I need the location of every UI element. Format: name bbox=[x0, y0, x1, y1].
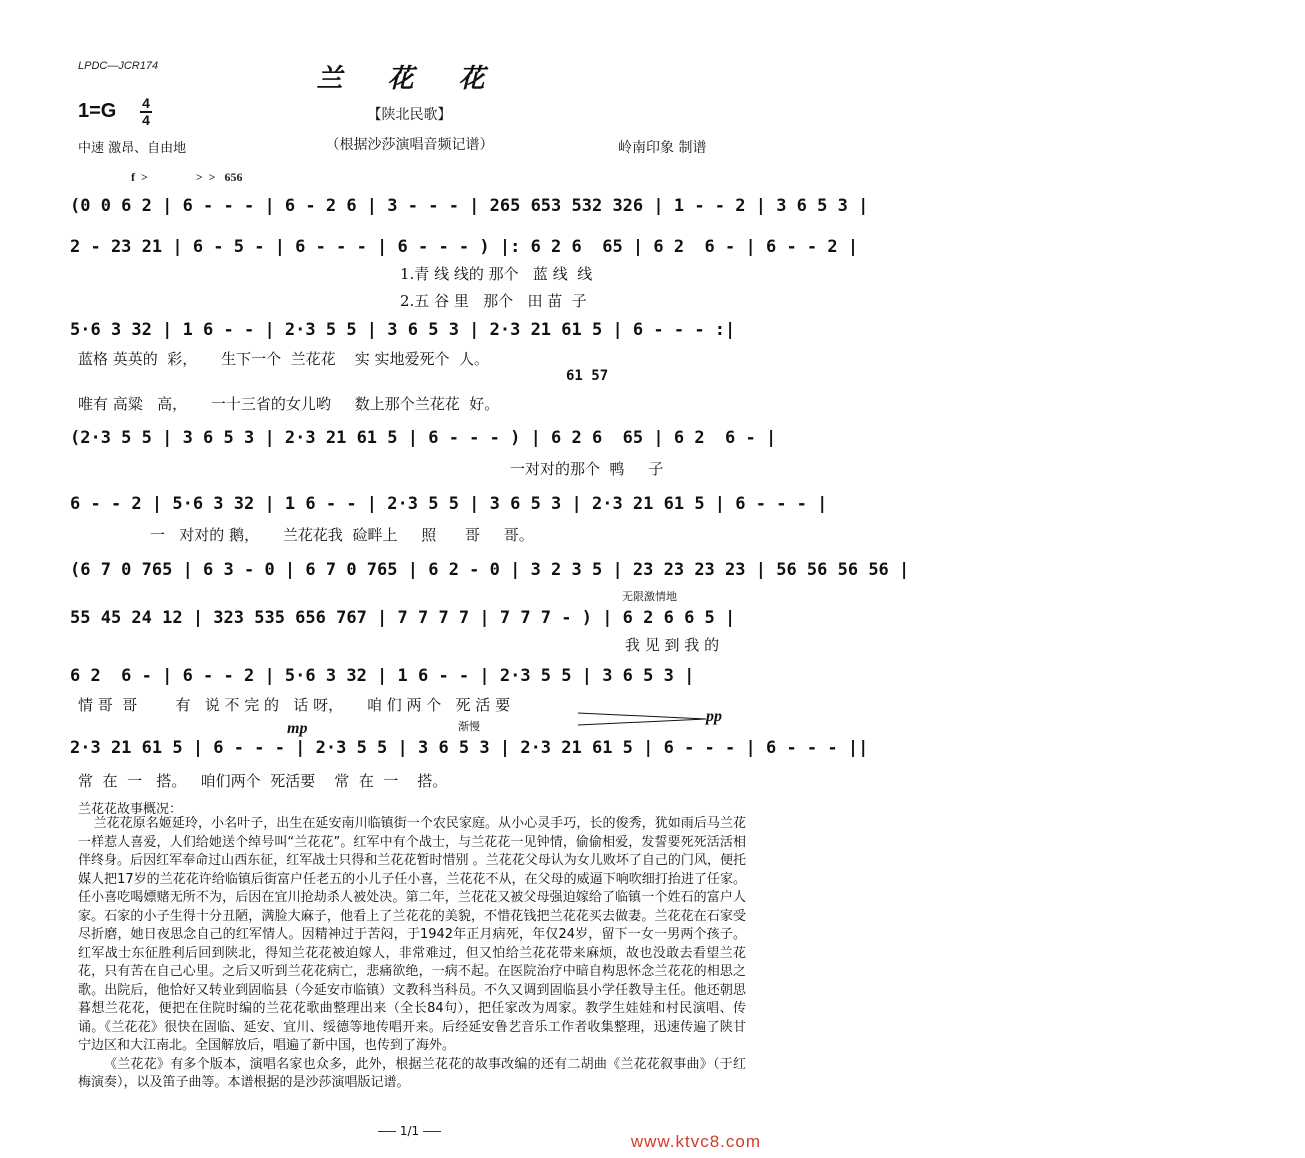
score-line-5: 6 - - 2 | 5·6 3 32 | 1 6 - - | 2·3 5 5 | 3 6 5 3 | 2·3 21 61 5 | 6 - - - | bbox=[70, 494, 828, 514]
lyric-line-3b: 唯有 高粱 高， 一十三省的女儿哟 数上那个兰花花 好。 bbox=[78, 395, 500, 413]
arranger-credit: 岭南印象 制谱 bbox=[618, 140, 707, 156]
story-heading: 兰花花故事概况： bbox=[78, 802, 183, 817]
dynamic-marks-line1: f > > > 656 bbox=[125, 170, 243, 184]
song-origin: 【陕北民歌】 bbox=[367, 107, 452, 123]
song-title: 兰 花 花 bbox=[316, 64, 503, 94]
decrescendo-hairpin bbox=[578, 710, 708, 730]
score-line-4: (2·3 5 5 | 3 6 5 3 | 2·3 21 61 5 | 6 - - - ) | 6 2 6 65 | 6 2 6 - | bbox=[70, 428, 777, 448]
lyric-verse1-start: 1.青 线 线的 那个 蓝 线 线 bbox=[400, 265, 593, 283]
tempo-marking: 中速 激昂、自由地 bbox=[78, 141, 187, 156]
score-line-8: 6 2 6 - | 6 - - 2 | 5·6 3 32 | 1 6 - - | 2·3 5 5 | 3 6 5 3 | bbox=[70, 666, 695, 686]
transcription-source: （根据沙莎演唱音频记谱） bbox=[325, 137, 494, 153]
score-line-9: 2·3 21 61 5 | 6 - - - | 2·3 5 5 | 3 6 5 3 | 2·3 21 61 5 | 6 - - - | 6 - - - || bbox=[70, 738, 869, 758]
lyric-line-5: 一 对对的 鹅， 兰花花我 硷畔上 照 哥 哥。 bbox=[150, 526, 534, 544]
dynamic-mp: mp bbox=[287, 720, 308, 737]
lyric-line-7: 我 见 到 我 的 bbox=[625, 636, 720, 654]
tempo-change-mark: 渐慢 bbox=[458, 720, 480, 733]
time-denominator: 4 bbox=[142, 112, 150, 128]
lyric-line-9: 常 在 一 搭。 咱们两个 死活要 常 在 一 搭。 bbox=[78, 772, 448, 790]
lyric-verse2-start: 2.五 谷 里 那个 田 苗 子 bbox=[400, 292, 587, 310]
story-paragraph-1: 兰花花原名姬延玲，小名叶子，出生在延安南川临镇街一个农民家庭。从小心灵手巧，长的俊秀，犹如雨后马兰花一样惹人喜爱，人们给她送个绰号叫“兰花花”。红军中有个战士，与兰花花一见钟情，偷偷相爱，发誓要死死活活相伴终身。后因红军奉命过山西东征，红军战士只得和兰花花暂时惜别 。兰花花父母认为女儿败坏了自己的门风，便托媒人把17岁的兰花花许给临镇后街富户任老五的小儿子任小喜，兰花花不从，在父母的威逼下响吹细打抬进了任家。任小喜吃喝嫖赌无所不为，后因在宜川抢劫杀人被处决。第二年，兰花花又被父母强迫嫁给了临镇一个姓石的富户人家。石家的小子生得十分丑陋，满脸大麻子，他看上了兰花花的美貌，不惜花钱把兰花花买去做妻。兰花花在石家受尽折磨，她日夜思念自己的红军情人。因精神过于苦闷，于1942年正月病死，年仅24岁，留下一女一男两个孩子。红军战士东征胜利后回到陕北，得知兰花花被迫嫁人，非常难过，但又怕给兰花花带来麻烦，故也没敢去看望兰花花，只有苦在自己心里。之后又听到兰花花病亡，悲痛欲绝，一病不起。在医院治疗中暗自构思怀念兰花花的相思之歌。出院后，他恰好又转业到固临县（今延安市临镇）文教科当科员。不久又调到固临县小学任教导主任。他还朝思暮想兰花花，便把在住院时编的兰花花歌曲整理出来（全长84句），把任家改为周家。教学生娃娃和村民演唱、传诵。《兰花花》很快在固临、延安、宜川、绥德等地传唱开来。后经延安鲁艺音乐工作者收集整理，迅速传遍了陕甘宁边区和大江南北。全国解放后，唱遍了新中国，也传到了海外。 bbox=[78, 816, 746, 1053]
time-numerator: 4 bbox=[142, 95, 150, 111]
score-line-6: (6 7 0 765 | 6 3 - 0 | 6 7 0 765 | 6 2 - 0 | 3 2 3 5 | 23 23 23 23 | 56 56 56 56 | bbox=[70, 560, 910, 580]
story-body bbox=[78, 815, 746, 1093]
score-code: LPDC—JCR174 bbox=[78, 60, 159, 72]
key-signature: 1=G bbox=[78, 100, 117, 122]
page-number-text: 1/1 bbox=[399, 1124, 420, 1138]
alternate-notes: 61 57 bbox=[566, 368, 609, 384]
lyric-line-3a: 蓝格 英英的 彩， 生下一个 兰花花 实 实地爱死个 人。 bbox=[78, 350, 490, 368]
score-line-7: 55 45 24 12 | 323 535 656 767 | 7 7 7 7 | 7 7 7 - ) | 6 2 6 6 5 | bbox=[70, 608, 736, 628]
score-line-2: 2 - 23 21 | 6 - 5 - | 6 - - - | 6 - - - ) |: 6 2 6 65 | 6 2 6 - | 6 - - 2 | bbox=[70, 237, 859, 257]
lyric-line-4: 一对对的那个 鸭 子 bbox=[510, 460, 664, 478]
lyric-line-8: 情 哥 哥 有 说 不 完 的 话 呀， 咱 们 两 个 死 活 要 bbox=[78, 696, 511, 714]
score-line-1: (0 0 6 2 | 6 - - - | 6 - 2 6 | 3 - - - | 265 653 532 326 | 1 - - 2 | 3 6 5 3 | bbox=[70, 196, 869, 216]
dynamic-pp: pp bbox=[706, 708, 722, 725]
expression-mark: 无限激情地 bbox=[622, 590, 677, 603]
score-line-3: 5·6 3 32 | 1 6 - - | 2·3 5 5 | 3 6 5 3 | 2·3 21 61 5 | 6 - - - :| bbox=[70, 320, 736, 340]
story-paragraph-2: 《兰花花》有多个版本，演唱名家也众多，此外，根据兰花花的故事改编的还有二胡曲《兰花花叙事曲》（于红梅演奏），以及笛子曲等。本谱根据的是沙莎演唱版记谱。 bbox=[78, 1056, 746, 1090]
site-watermark: www.ktvc8.com bbox=[630, 1132, 761, 1151]
